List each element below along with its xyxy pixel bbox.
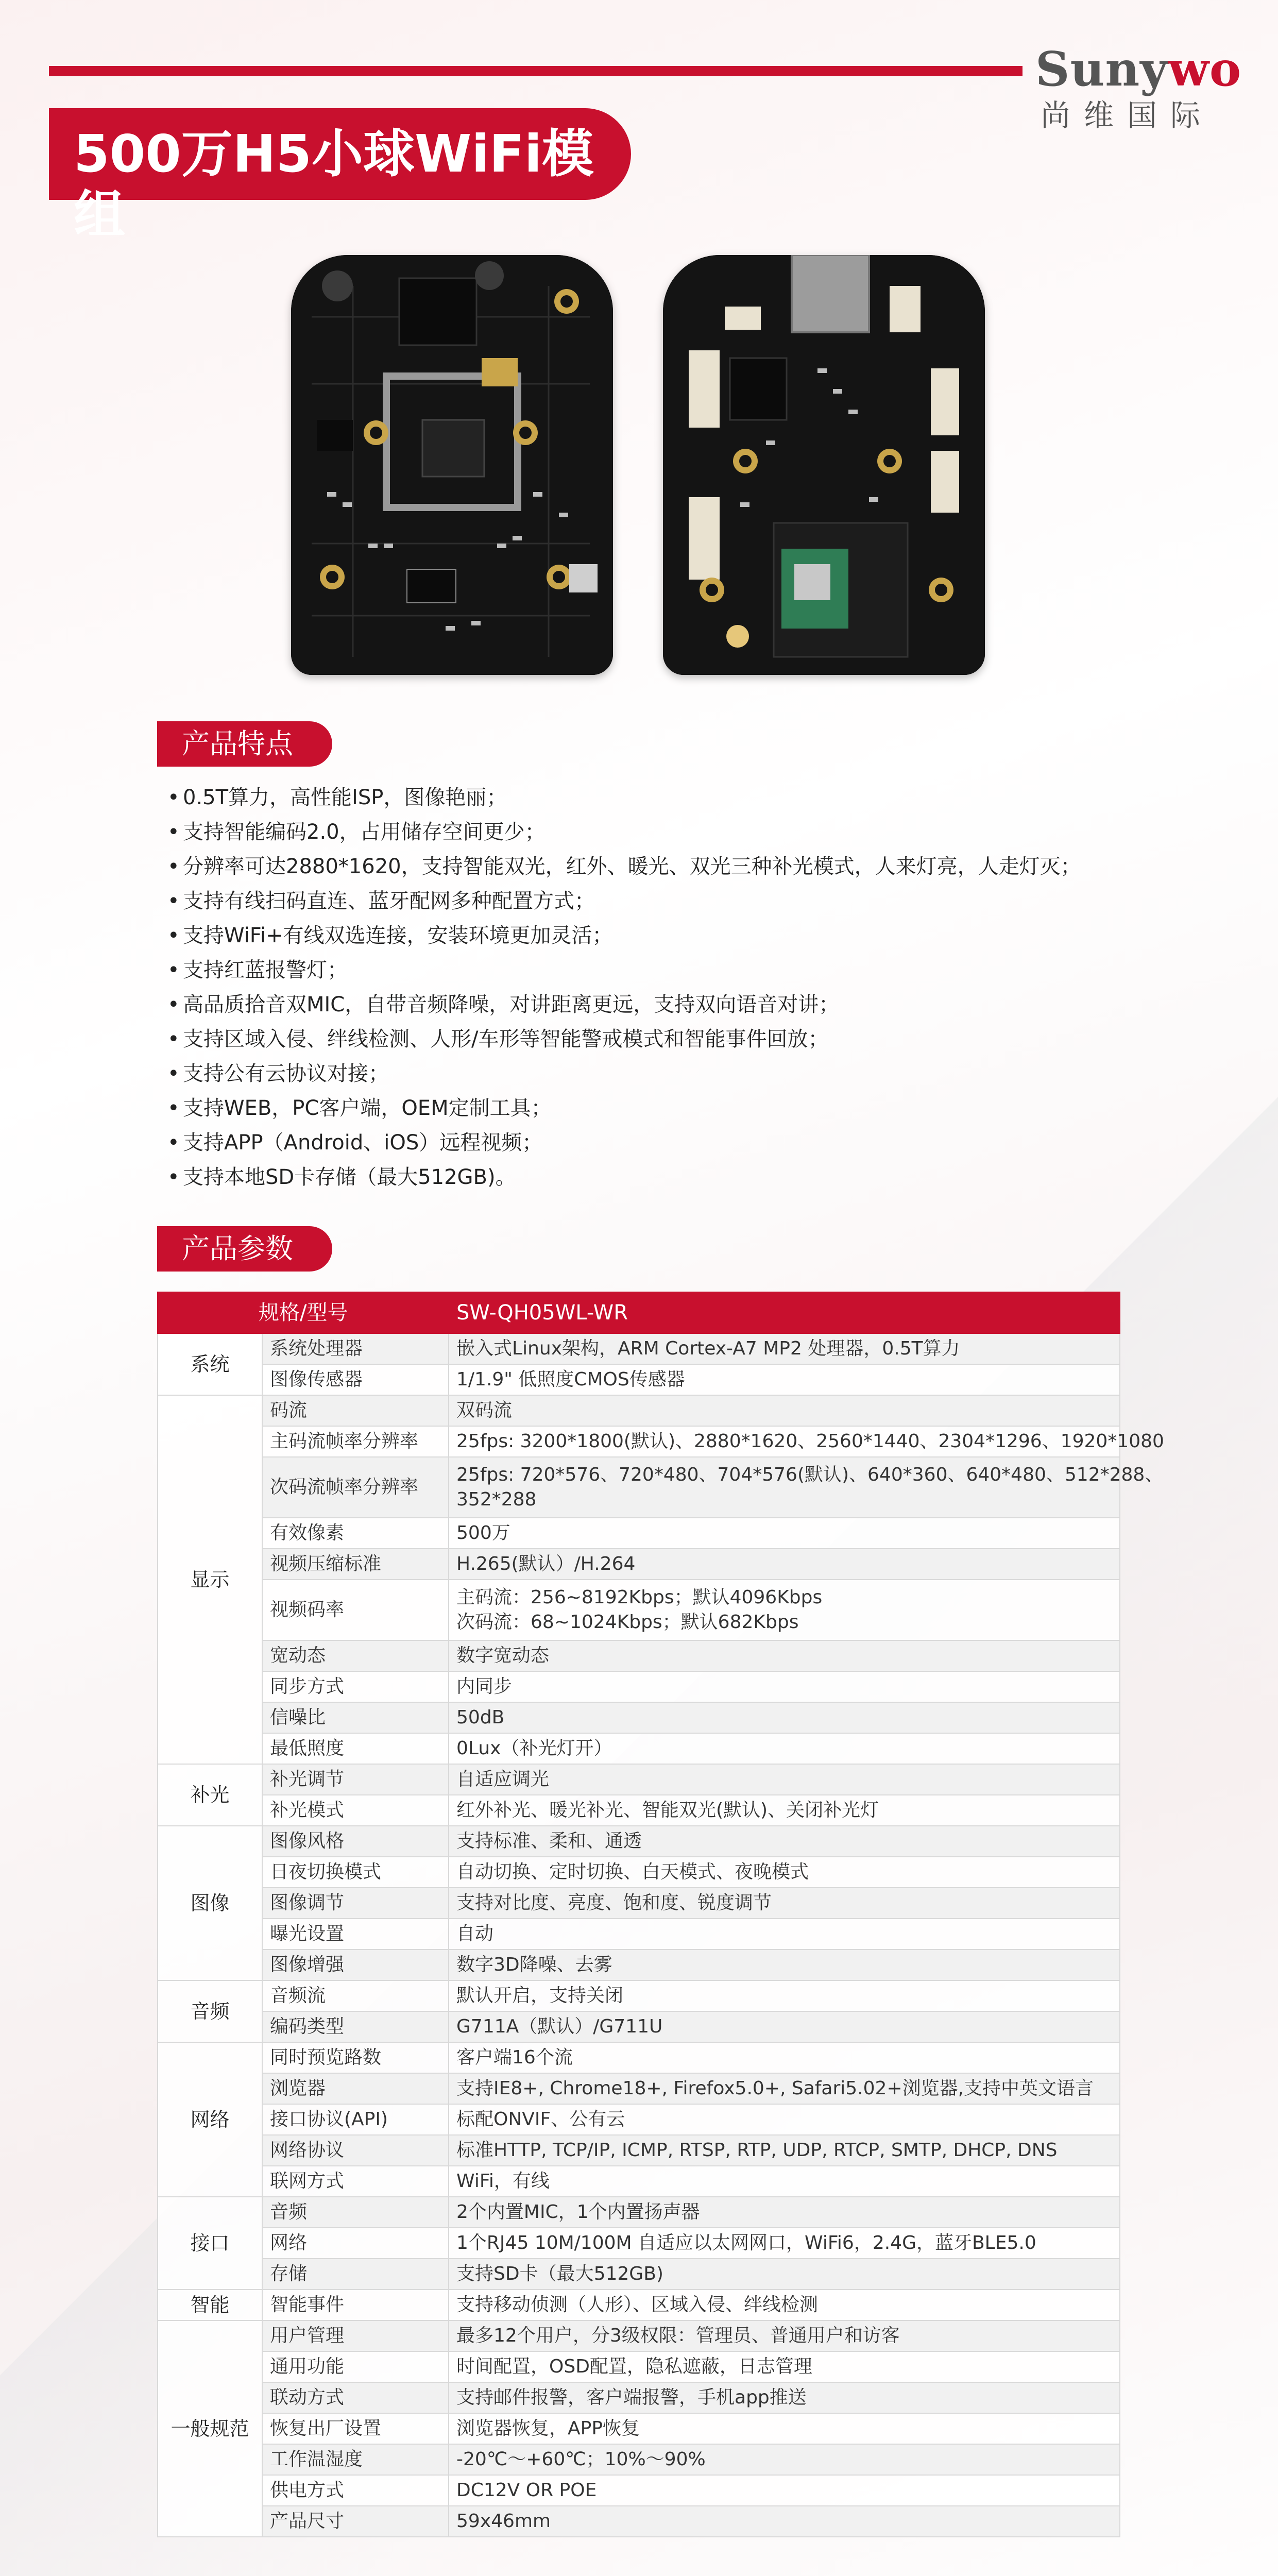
spec-category: 图像 [158, 1826, 262, 1980]
spec-label: 联动方式 [262, 2382, 449, 2413]
spec-label: 码流 [262, 1395, 449, 1426]
spec-value-line: 25fps: 3200*1800(默认)、2880*1620、2560*1440、2304*1296、1920*1080 [456, 1431, 1164, 1452]
spec-value-line: 数字宽动态 [456, 1645, 550, 1666]
spec-value [449, 2290, 1120, 2320]
spec-header-model: SW-QH05WL-WR [449, 1292, 1120, 1333]
spec-value-line: 浏览器恢复，APP恢复 [456, 2418, 640, 2439]
spec-label: 存储 [262, 2259, 449, 2290]
pcb-front-image [291, 255, 613, 675]
spec-label: 次码流帧率分辨率 [262, 1457, 449, 1518]
spec-row [158, 1333, 1120, 1364]
spec-value-line: 自动 [456, 1923, 494, 1944]
spec-row [158, 2413, 1120, 2444]
spec-label: 图像增强 [262, 1950, 449, 1980]
spec-row [158, 2351, 1120, 2382]
spec-row [158, 1857, 1120, 1888]
feature-item: • 支持智能编码2.0，占用储存空间更少； [167, 815, 1146, 850]
spec-value [449, 2011, 1120, 2042]
spec-value [449, 2073, 1120, 2104]
spec-value [449, 2197, 1120, 2228]
spec-row [158, 2506, 1120, 2537]
spec-row [158, 1888, 1120, 1919]
spec-value-line: 标准HTTP, TCP/IP, ICMP, RTSP, RTP, UDP, RTCP, SMTP, DHCP, DNS [456, 2140, 1058, 2161]
spec-label: 网络 [262, 2228, 449, 2259]
spec-row [158, 1580, 1120, 1640]
spec-value [449, 1549, 1120, 1580]
spec-row [158, 1549, 1120, 1580]
spec-value [449, 2228, 1120, 2259]
spec-value [449, 1671, 1120, 1702]
spec-value [449, 1518, 1120, 1549]
spec-value-line: 红外补光、暖光补光、智能双光(默认)、关闭补光灯 [456, 1800, 879, 1821]
spec-value [449, 2413, 1120, 2444]
spec-value [449, 2259, 1120, 2290]
spec-value [449, 1426, 1164, 1457]
logo-text-main: Suny [1035, 41, 1168, 97]
spec-row [158, 1702, 1120, 1733]
feature-item: • 支持WiFi+有线双选连接，安装环境更加灵活； [167, 919, 1146, 953]
features-list [167, 781, 1146, 1195]
feature-item: • 分辨率可达2880*1620，支持智能双光，红外、暖光、双光三种补光模式，人来灯亮，人走灯灭； [167, 850, 1146, 884]
spec-label: 主码流帧率分辨率 [262, 1426, 449, 1457]
brand-logo [1035, 41, 1252, 133]
spec-label: 信噪比 [262, 1702, 449, 1733]
spec-value-line: H.265(默认）/H.264 [456, 1553, 636, 1574]
spec-value [449, 2042, 1120, 2073]
spec-value-line: 支持SD卡（最大512GB) [456, 2263, 663, 2284]
spec-row [158, 1395, 1120, 1426]
spec-value [449, 1764, 1120, 1795]
spec-label: 同时预览路数 [262, 2042, 449, 2073]
spec-row [158, 1671, 1120, 1702]
spec-row [158, 2228, 1120, 2259]
spec-row [158, 2104, 1120, 2135]
spec-row [158, 2259, 1120, 2290]
spec-value-line: 自适应调光 [456, 1769, 550, 1790]
spec-value-line: 最多12个用户，分3级权限：管理员、普通用户和访客 [456, 2325, 900, 2346]
feature-item: • 支持公有云协议对接； [167, 1057, 1146, 1091]
spec-row [158, 2166, 1120, 2197]
spec-label: 音频 [262, 2197, 449, 2228]
feature-item: • 高品质拾音双MIC，自带音频降噪，对讲距离更远，支持双向语音对讲； [167, 988, 1146, 1022]
feature-item: • 支持有线扫码直连、蓝牙配网多种配置方式； [167, 884, 1146, 919]
spec-value-line: WiFi，有线 [456, 2171, 550, 2192]
spec-value-line: 支持邮件报警，客户端报警，手机app推送 [456, 2387, 807, 2408]
feature-item: • 支持WEB，PC客户端，OEM定制工具； [167, 1091, 1146, 1126]
features-section-header [157, 721, 332, 767]
spec-label: 图像调节 [262, 1888, 449, 1919]
spec-label: 网络协议 [262, 2135, 449, 2166]
params-section-title: 产品参数 [182, 1232, 293, 1265]
spec-table-header [158, 1292, 1120, 1333]
spec-row [158, 2475, 1120, 2506]
spec-row [158, 2197, 1120, 2228]
spec-value-line: 主码流：256~8192Kbps；默认4096Kbps [456, 1587, 823, 1608]
spec-value-line: -20℃～+60℃；10%～90% [456, 2449, 706, 2470]
spec-value [449, 1950, 1120, 1980]
spec-value [449, 1580, 1120, 1640]
spec-label: 智能事件 [262, 2290, 449, 2320]
spec-value-line: 内同步 [456, 1676, 513, 1697]
spec-row [158, 1518, 1120, 1549]
spec-row [158, 2320, 1120, 2351]
spec-row [158, 2073, 1120, 2104]
spec-value-line: 双码流 [456, 1400, 513, 1421]
spec-value-line: 次码流：68~1024Kbps；默认682Kbps [456, 1612, 799, 1633]
spec-row [158, 2290, 1120, 2320]
spec-value [449, 1826, 1120, 1857]
spec-value-line: 50dB [456, 1707, 505, 1728]
spec-value-line: DC12V OR POE [456, 2480, 597, 2501]
spec-row [158, 2135, 1120, 2166]
spec-value [449, 2475, 1120, 2506]
feature-item: • 支持红蓝报警灯； [167, 953, 1146, 988]
spec-value-line: G711A（默认）/G711U [456, 2016, 663, 2037]
spec-value-line: 自动切换、定时切换、白天模式、夜晚模式 [456, 1861, 809, 1883]
spec-value-line: 支持IE8+, Chrome18+, Firefox5.0+, Safari5.02+浏览器,支持中英文语言 [456, 2078, 1094, 2099]
spec-header-label: 规格/型号 [158, 1292, 449, 1333]
feature-item: • 0.5T算力，高性能ISP，图像艳丽； [167, 781, 1146, 815]
spec-row [158, 1826, 1120, 1857]
spec-value-line: 默认开启，支持关闭 [456, 1985, 624, 2006]
spec-value-line: 2个内置MIC，1个内置扬声器 [456, 2201, 700, 2223]
pcb-back-image [663, 255, 985, 675]
spec-value [449, 1857, 1120, 1888]
spec-value [449, 1733, 1120, 1764]
spec-label: 补光模式 [262, 1795, 449, 1826]
spec-value [449, 2382, 1120, 2413]
spec-category: 智能 [158, 2290, 262, 2320]
spec-label: 恢复出厂设置 [262, 2413, 449, 2444]
page-title-banner [49, 108, 631, 245]
spec-label: 编码类型 [262, 2011, 449, 2042]
spec-value-line: 标配ONVIF、公有云 [456, 2109, 625, 2130]
spec-value-line: 1个RJ45 10M/100M 自适应以太网网口，WiFi6，2.4G，蓝牙BLE5.0 [456, 2232, 1036, 2253]
spec-value [449, 2104, 1120, 2135]
spec-value [449, 1640, 1120, 1671]
spec-row [158, 2011, 1120, 2042]
spec-label: 浏览器 [262, 2073, 449, 2104]
spec-value-line: 客户端16个流 [456, 2047, 573, 2068]
spec-value [449, 1980, 1120, 2011]
spec-label: 图像风格 [262, 1826, 449, 1857]
spec-label: 日夜切换模式 [262, 1857, 449, 1888]
spec-value [449, 1919, 1120, 1950]
spec-value [449, 2135, 1120, 2166]
feature-item: • 支持APP（Android、iOS）远程视频； [167, 1126, 1146, 1160]
spec-label: 联网方式 [262, 2166, 449, 2197]
spec-label: 图像传感器 [262, 1364, 449, 1395]
spec-category: 接口 [158, 2197, 262, 2290]
spec-value [449, 1795, 1120, 1826]
spec-row [158, 1795, 1120, 1826]
spec-row [158, 2042, 1120, 2073]
feature-item: • 支持本地SD卡存储（最大512GB)。 [167, 1160, 1146, 1195]
spec-label: 视频码率 [262, 1580, 449, 1640]
spec-table [157, 1292, 1164, 2537]
spec-row [158, 1364, 1120, 1395]
spec-row [158, 1950, 1120, 1980]
spec-value [449, 2444, 1120, 2475]
spec-value [449, 2351, 1120, 2382]
spec-category: 补光 [158, 1764, 262, 1826]
spec-value [449, 1702, 1120, 1733]
spec-value-line: 1/1.9" 低照度CMOS传感器 [456, 1369, 685, 1390]
spec-table-body [158, 1333, 1164, 2537]
spec-label: 有效像素 [262, 1518, 449, 1549]
spec-value-line: 数字3D降噪、去雾 [456, 1954, 612, 1975]
spec-label: 工作温湿度 [262, 2444, 449, 2475]
spec-label: 通用功能 [262, 2351, 449, 2382]
spec-row [158, 1457, 1120, 1518]
spec-value-line: 时间配置，OSD配置，隐私遮蔽，日志管理 [456, 2356, 812, 2377]
spec-row [158, 2382, 1120, 2413]
spec-value [449, 1395, 1120, 1426]
spec-value-line: 500万 [456, 1522, 510, 1544]
spec-row [158, 1733, 1120, 1764]
spec-value [449, 2320, 1120, 2351]
spec-label: 音频流 [262, 1980, 449, 2011]
spec-label: 供电方式 [262, 2475, 449, 2506]
spec-row [158, 1980, 1120, 2011]
spec-label: 补光调节 [262, 1764, 449, 1795]
spec-label: 用户管理 [262, 2320, 449, 2351]
spec-row [158, 1919, 1120, 1950]
spec-value-line: 352*288 [456, 1489, 537, 1510]
logo-text-cn: 尚维国际 [1041, 98, 1214, 133]
spec-label: 同步方式 [262, 1671, 449, 1702]
params-section-header [157, 1226, 332, 1272]
spec-value [449, 1364, 1120, 1395]
feature-item: • 支持区域入侵、绊线检测、人形/车形等智能警戒模式和智能事件回放； [167, 1022, 1146, 1057]
spec-value [449, 1457, 1164, 1518]
spec-value-line: 25fps: 720*576、720*480、704*576(默认)、640*360、640*480、512*288、 [456, 1464, 1164, 1485]
spec-value-line: 支持移动侦测（人形）、区域入侵、绊线检测 [456, 2294, 819, 2315]
page-title: 500万H5小球WiFi模组 [74, 124, 594, 245]
spec-label: 宽动态 [262, 1640, 449, 1671]
logo-text-accent: wo [1168, 41, 1242, 97]
spec-row [158, 1764, 1120, 1795]
spec-value [449, 2166, 1120, 2197]
spec-category: 音频 [158, 1980, 262, 2042]
features-section-title: 产品特点 [182, 727, 293, 760]
spec-label: 系统处理器 [262, 1333, 449, 1364]
spec-label: 接口协议(API) [262, 2104, 449, 2135]
spec-value-line: 支持标准、柔和、通透 [456, 1831, 642, 1852]
spec-label: 视频压缩标准 [262, 1549, 449, 1580]
spec-label: 产品尺寸 [262, 2506, 449, 2537]
spec-row [158, 1640, 1120, 1671]
spec-value-line: 59x46mm [456, 2511, 551, 2532]
spec-value-line: 嵌入式Linux架构，ARM Cortex-A7 MP2 处理器，0.5T算力 [456, 1338, 960, 1359]
spec-value [449, 1888, 1120, 1919]
spec-row [158, 2444, 1120, 2475]
spec-label: 曝光设置 [262, 1919, 449, 1950]
top-accent-bar [49, 66, 1023, 76]
spec-value [449, 2506, 1120, 2537]
spec-value-line: 支持对比度、亮度、饱和度、锐度调节 [456, 1892, 772, 1913]
spec-label: 最低照度 [262, 1733, 449, 1764]
spec-value-line: 0Lux（补光灯开） [456, 1738, 612, 1759]
spec-category: 网络 [158, 2042, 262, 2197]
spec-value [449, 1333, 1120, 1364]
spec-category: 显示 [158, 1395, 262, 1764]
spec-category: 系统 [158, 1333, 262, 1395]
spec-category: 一般规范 [158, 2320, 262, 2537]
spec-row [158, 1426, 1120, 1457]
